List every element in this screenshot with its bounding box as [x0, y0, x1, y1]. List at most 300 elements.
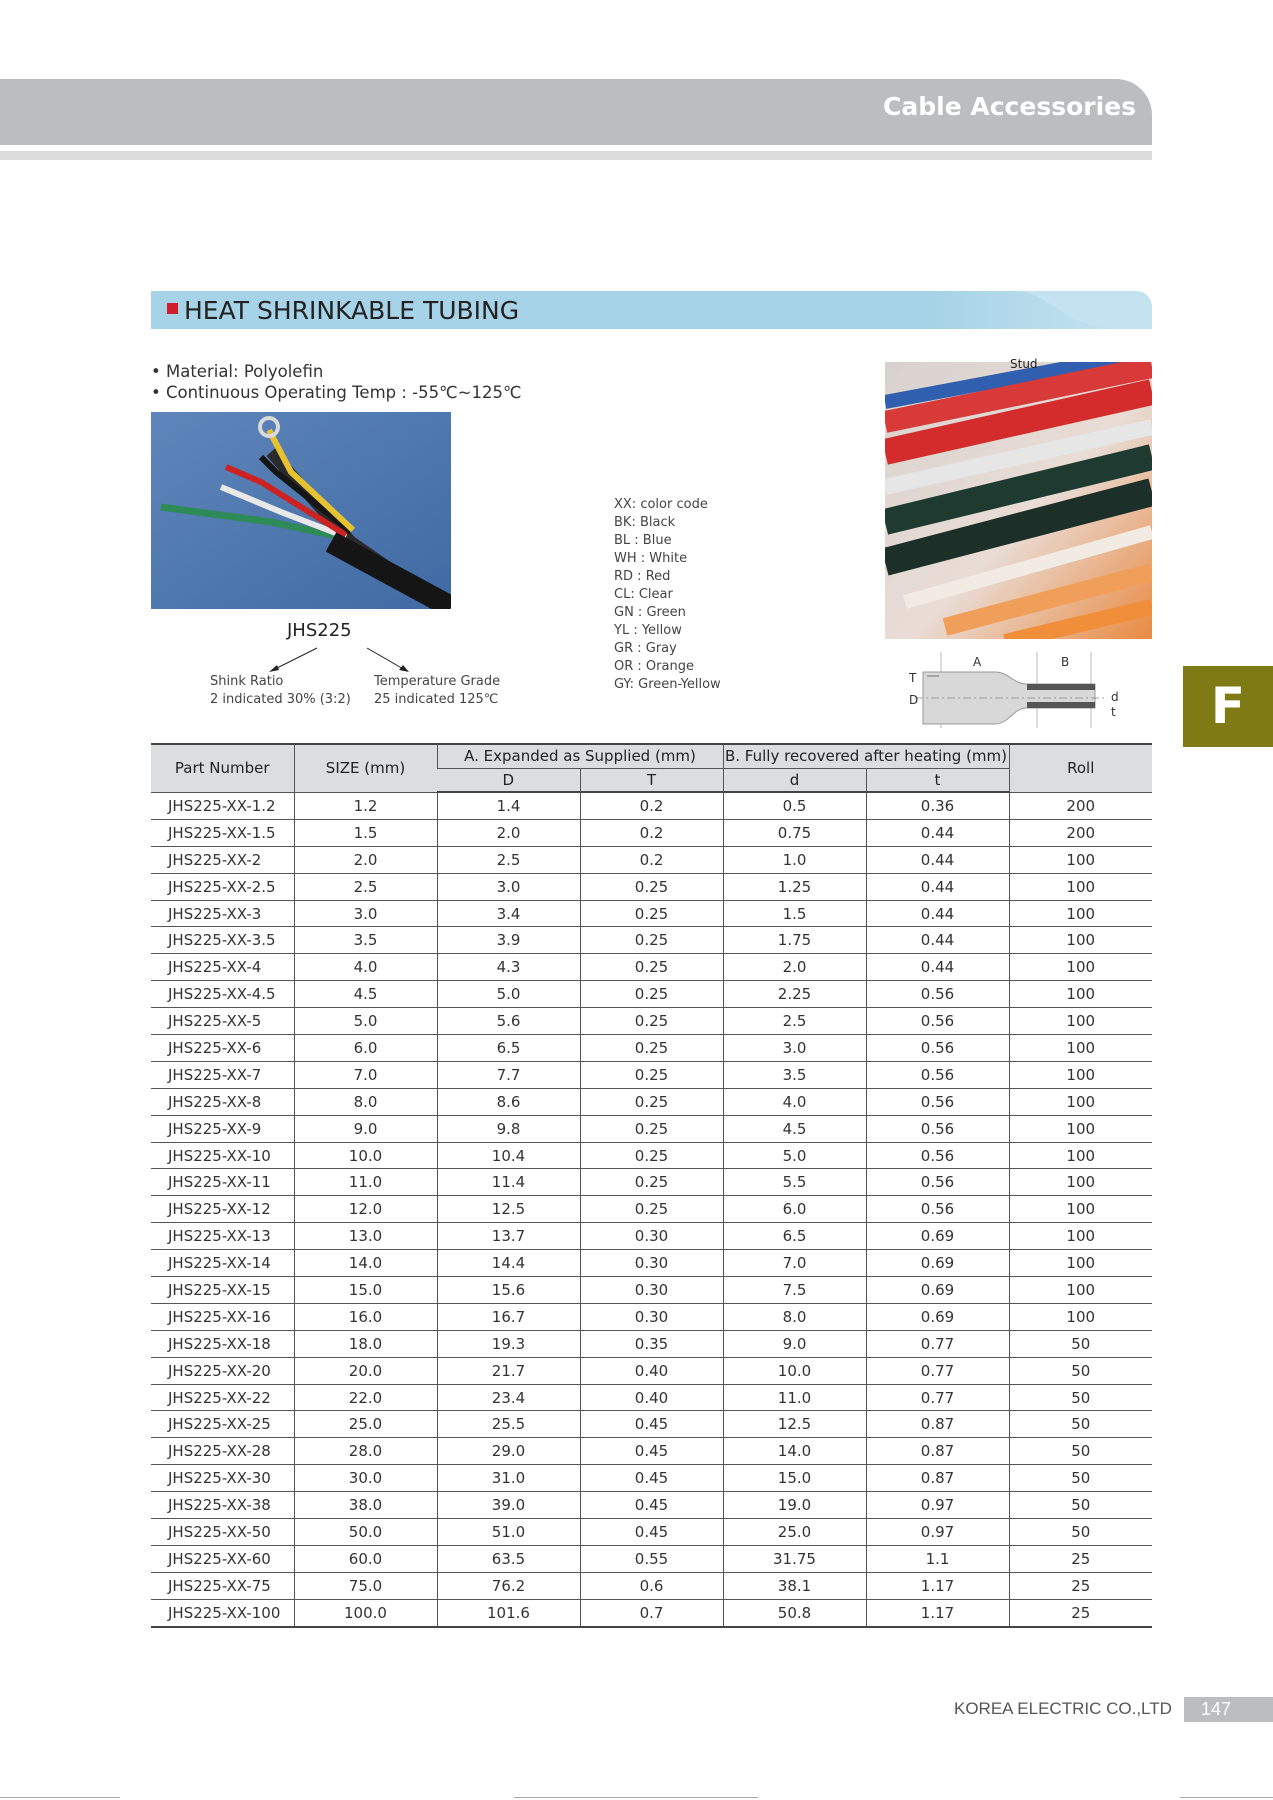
cell-recovered-t: 0.77: [866, 1357, 1009, 1384]
table-row: [151, 819, 1152, 846]
cell-part-number: JHS225-XX-15: [151, 1277, 294, 1304]
cell-expanded-t: 0.30: [580, 1277, 723, 1304]
cell-recovered-t: 0.44: [866, 819, 1009, 846]
cell-recovered-d: 3.0: [723, 1035, 866, 1062]
cell-part-number: JHS225-XX-1.5: [151, 819, 294, 846]
table-row: [151, 846, 1152, 873]
cell-roll: 25: [1009, 1599, 1152, 1626]
cell-expanded-d: 63.5: [437, 1545, 580, 1572]
cell-recovered-d: 6.0: [723, 1196, 866, 1223]
cell-recovered-d: 7.0: [723, 1250, 866, 1277]
table-row: [151, 1465, 1152, 1492]
cell-expanded-d: 19.3: [437, 1330, 580, 1357]
cell-recovered-d: 8.0: [723, 1303, 866, 1330]
cell-expanded-t: 0.25: [580, 1061, 723, 1088]
cell-expanded-d: 14.4: [437, 1250, 580, 1277]
cell-roll: 100: [1009, 927, 1152, 954]
cell-expanded-d: 25.5: [437, 1411, 580, 1438]
cell-recovered-d: 1.0: [723, 846, 866, 873]
table-row: [151, 873, 1152, 900]
cell-roll: 50: [1009, 1411, 1152, 1438]
cell-recovered-t: 1.17: [866, 1599, 1009, 1626]
cell-recovered-d: 4.5: [723, 1115, 866, 1142]
cell-roll: 50: [1009, 1438, 1152, 1465]
header-T: T: [580, 768, 723, 792]
cell-expanded-t: 0.40: [580, 1357, 723, 1384]
cell-recovered-t: 0.97: [866, 1492, 1009, 1519]
color-code-item: YL : Yellow: [614, 623, 682, 638]
cell-roll: 100: [1009, 1277, 1152, 1304]
table-row: [151, 927, 1152, 954]
cell-recovered-t: 0.69: [866, 1223, 1009, 1250]
cell-recovered-d: 3.5: [723, 1061, 866, 1088]
diagram-label-t: t: [1111, 705, 1116, 719]
cell-roll: 50: [1009, 1492, 1152, 1519]
cell-part-number: JHS225-XX-18: [151, 1330, 294, 1357]
cell-size: 20.0: [294, 1357, 437, 1384]
cell-size: 6.0: [294, 1035, 437, 1062]
cell-expanded-t: 0.45: [580, 1492, 723, 1519]
cell-roll: 100: [1009, 1303, 1152, 1330]
cell-part-number: JHS225-XX-5: [151, 1008, 294, 1035]
cell-recovered-d: 50.8: [723, 1599, 866, 1626]
cell-expanded-d: 51.0: [437, 1519, 580, 1546]
header-roll: Roll: [1009, 744, 1152, 792]
table-row: [151, 1330, 1152, 1357]
cell-size: 8.0: [294, 1088, 437, 1115]
cell-recovered-t: 0.44: [866, 846, 1009, 873]
footer-rule: [0, 1797, 120, 1798]
diagram-label-T: T: [909, 671, 917, 685]
cell-expanded-d: 15.6: [437, 1277, 580, 1304]
cell-expanded-d: 6.5: [437, 1035, 580, 1062]
cell-roll: 50: [1009, 1465, 1152, 1492]
tubing-dimension-diagram: [905, 652, 1125, 728]
cell-expanded-d: 4.3: [437, 954, 580, 981]
cell-recovered-d: 15.0: [723, 1465, 866, 1492]
cell-expanded-d: 39.0: [437, 1492, 580, 1519]
cell-recovered-t: 0.44: [866, 873, 1009, 900]
cell-roll: 100: [1009, 1061, 1152, 1088]
color-code-item: GY: Green-Yellow: [614, 677, 721, 692]
table-row: [151, 1196, 1152, 1223]
cell-expanded-t: 0.30: [580, 1250, 723, 1277]
cell-expanded-d: 2.5: [437, 846, 580, 873]
cell-recovered-t: 1.17: [866, 1572, 1009, 1599]
cell-size: 7.0: [294, 1061, 437, 1088]
cell-expanded-t: 0.45: [580, 1519, 723, 1546]
spec-material: • Material: Polyolefin: [151, 362, 324, 381]
table-row: [151, 1545, 1152, 1572]
cell-expanded-d: 9.8: [437, 1115, 580, 1142]
cell-expanded-d: 3.0: [437, 873, 580, 900]
cell-recovered-d: 6.5: [723, 1223, 866, 1250]
company-name: KOREA ELECTRIC CO.,LTD: [954, 1699, 1172, 1718]
product-photo-tubing: [885, 362, 1152, 639]
header-recovered: B. Fully recovered after heating (mm): [723, 744, 1009, 768]
table-row: [151, 1572, 1152, 1599]
cell-recovered-t: 0.56: [866, 1142, 1009, 1169]
table-row: [151, 954, 1152, 981]
cell-size: 15.0: [294, 1277, 437, 1304]
cell-recovered-t: 0.87: [866, 1411, 1009, 1438]
cell-roll: 100: [1009, 1035, 1152, 1062]
cell-roll: 50: [1009, 1384, 1152, 1411]
color-code-item: WH : White: [614, 551, 688, 566]
color-code-item: GR : Gray: [614, 641, 677, 656]
cell-recovered-t: 0.44: [866, 954, 1009, 981]
cell-expanded-d: 21.7: [437, 1357, 580, 1384]
color-code-item: BK: Black: [614, 515, 676, 530]
table-row: [151, 1115, 1152, 1142]
cell-size: 60.0: [294, 1545, 437, 1572]
cell-recovered-d: 12.5: [723, 1411, 866, 1438]
cell-expanded-d: 29.0: [437, 1438, 580, 1465]
cell-size: 10.0: [294, 1142, 437, 1169]
cell-expanded-t: 0.25: [580, 954, 723, 981]
cell-part-number: JHS225-XX-3: [151, 900, 294, 927]
cell-size: 50.0: [294, 1519, 437, 1546]
color-code-item: GN : Green: [614, 605, 686, 620]
shrink-ratio-value: 2 indicated 30% (3:2): [210, 692, 351, 707]
cell-expanded-t: 0.45: [580, 1411, 723, 1438]
cell-part-number: JHS225-XX-9: [151, 1115, 294, 1142]
cell-expanded-t: 0.45: [580, 1438, 723, 1465]
cell-expanded-d: 7.7: [437, 1061, 580, 1088]
cell-expanded-t: 0.55: [580, 1545, 723, 1572]
cell-expanded-t: 0.25: [580, 1088, 723, 1115]
table-row: [151, 1250, 1152, 1277]
cell-roll: 100: [1009, 1088, 1152, 1115]
table-row: [151, 1492, 1152, 1519]
cell-expanded-t: 0.25: [580, 900, 723, 927]
page-number: 147: [1201, 1699, 1232, 1719]
cell-size: 100.0: [294, 1599, 437, 1626]
cell-recovered-t: 1.1: [866, 1545, 1009, 1572]
cell-size: 18.0: [294, 1330, 437, 1357]
cell-recovered-d: 38.1: [723, 1572, 866, 1599]
cell-recovered-t: 0.44: [866, 900, 1009, 927]
cell-expanded-d: 8.6: [437, 1088, 580, 1115]
shrink-ratio-note: [210, 673, 351, 709]
section-bullet-icon: [167, 303, 178, 314]
color-code-item: RD : Red: [614, 569, 671, 584]
cell-expanded-t: 0.35: [580, 1330, 723, 1357]
cell-part-number: JHS225-XX-14: [151, 1250, 294, 1277]
cell-expanded-d: 76.2: [437, 1572, 580, 1599]
cell-roll: 200: [1009, 792, 1152, 819]
cell-size: 22.0: [294, 1384, 437, 1411]
cell-expanded-d: 13.7: [437, 1223, 580, 1250]
cell-expanded-t: 0.2: [580, 819, 723, 846]
cell-roll: 100: [1009, 873, 1152, 900]
cell-recovered-t: 0.56: [866, 1169, 1009, 1196]
cell-part-number: JHS225-XX-2.5: [151, 873, 294, 900]
table-row: [151, 1277, 1152, 1304]
cell-recovered-d: 1.5: [723, 900, 866, 927]
cell-recovered-d: 0.5: [723, 792, 866, 819]
cell-expanded-t: 0.25: [580, 1115, 723, 1142]
spec-table: [151, 743, 1152, 1628]
footer-rule: [1180, 1797, 1273, 1798]
cell-recovered-t: 0.77: [866, 1330, 1009, 1357]
cell-expanded-t: 0.25: [580, 1169, 723, 1196]
header-part-number: Part Number: [151, 744, 294, 792]
cell-recovered-d: 19.0: [723, 1492, 866, 1519]
section-title: HEAT SHRINKABLE TUBING: [184, 296, 520, 325]
cell-size: 14.0: [294, 1250, 437, 1277]
cell-recovered-d: 5.5: [723, 1169, 866, 1196]
cell-size: 4.0: [294, 954, 437, 981]
footer-rule: [514, 1797, 758, 1798]
color-code-item: BL : Blue: [614, 533, 672, 548]
cell-expanded-d: 1.4: [437, 792, 580, 819]
cell-expanded-d: 101.6: [437, 1599, 580, 1626]
temperature-grade-value: 25 indicated 125℃: [374, 692, 499, 707]
cell-expanded-d: 31.0: [437, 1465, 580, 1492]
cell-part-number: JHS225-XX-12: [151, 1196, 294, 1223]
cell-part-number: JHS225-XX-11: [151, 1169, 294, 1196]
cell-recovered-t: 0.56: [866, 1196, 1009, 1223]
cell-expanded-d: 5.0: [437, 981, 580, 1008]
color-code-list: [614, 496, 721, 694]
cell-expanded-d: 16.7: [437, 1303, 580, 1330]
cell-recovered-d: 10.0: [723, 1357, 866, 1384]
cell-expanded-d: 10.4: [437, 1142, 580, 1169]
table-row: [151, 1599, 1152, 1626]
cell-roll: 100: [1009, 1142, 1152, 1169]
cell-recovered-t: 0.69: [866, 1277, 1009, 1304]
temperature-grade-note: [374, 673, 500, 709]
cell-expanded-t: 0.25: [580, 981, 723, 1008]
cell-roll: 25: [1009, 1572, 1152, 1599]
table-row: [151, 1411, 1152, 1438]
table-row: [151, 1061, 1152, 1088]
cell-recovered-t: 0.56: [866, 1088, 1009, 1115]
cell-expanded-d: 3.4: [437, 900, 580, 927]
color-code-item: XX: color code: [614, 497, 708, 512]
cell-expanded-t: 0.30: [580, 1223, 723, 1250]
cell-part-number: JHS225-XX-22: [151, 1384, 294, 1411]
cell-part-number: JHS225-XX-7: [151, 1061, 294, 1088]
table-row: [151, 1303, 1152, 1330]
cell-recovered-d: 14.0: [723, 1438, 866, 1465]
table-row: [151, 1519, 1152, 1546]
cell-part-number: JHS225-XX-50: [151, 1519, 294, 1546]
cell-recovered-t: 0.56: [866, 981, 1009, 1008]
cell-size: 3.5: [294, 927, 437, 954]
cell-part-number: JHS225-XX-20: [151, 1357, 294, 1384]
section-title-bar: [151, 291, 1152, 329]
cell-recovered-t: 0.56: [866, 1115, 1009, 1142]
cell-recovered-d: 11.0: [723, 1384, 866, 1411]
cell-part-number: JHS225-XX-38: [151, 1492, 294, 1519]
cell-expanded-d: 5.6: [437, 1008, 580, 1035]
cell-expanded-t: 0.2: [580, 792, 723, 819]
cell-expanded-t: 0.45: [580, 1465, 723, 1492]
cell-recovered-d: 1.25: [723, 873, 866, 900]
table-row: [151, 1088, 1152, 1115]
cell-recovered-t: 0.87: [866, 1465, 1009, 1492]
cell-size: 1.5: [294, 819, 437, 846]
cell-part-number: JHS225-XX-25: [151, 1411, 294, 1438]
cell-roll: 200: [1009, 819, 1152, 846]
part-code: JHS225: [287, 620, 352, 641]
diagram-label-b: B: [1061, 655, 1070, 669]
cell-recovered-d: 0.75: [723, 819, 866, 846]
header-size: SIZE (mm): [294, 744, 437, 792]
cell-recovered-d: 1.75: [723, 927, 866, 954]
cell-size: 28.0: [294, 1438, 437, 1465]
table-row: [151, 1035, 1152, 1062]
cell-part-number: JHS225-XX-60: [151, 1545, 294, 1572]
cell-recovered-d: 25.0: [723, 1519, 866, 1546]
cell-roll: 100: [1009, 900, 1152, 927]
cell-recovered-t: 0.36: [866, 792, 1009, 819]
table-row: [151, 1438, 1152, 1465]
spec-table-body: [151, 792, 1152, 1627]
cell-recovered-t: 0.69: [866, 1250, 1009, 1277]
cell-expanded-t: 0.25: [580, 1196, 723, 1223]
product-photo-cables: [151, 412, 451, 609]
cell-roll: 100: [1009, 1223, 1152, 1250]
cell-expanded-t: 0.7: [580, 1599, 723, 1626]
cell-size: 30.0: [294, 1465, 437, 1492]
cell-recovered-t: 0.77: [866, 1384, 1009, 1411]
cell-roll: 100: [1009, 1250, 1152, 1277]
cell-part-number: JHS225-XX-28: [151, 1438, 294, 1465]
cell-part-number: JHS225-XX-8: [151, 1088, 294, 1115]
table-row: [151, 1223, 1152, 1250]
cell-expanded-t: 0.25: [580, 873, 723, 900]
cell-part-number: JHS225-XX-75: [151, 1572, 294, 1599]
cell-roll: 50: [1009, 1519, 1152, 1546]
cell-recovered-d: 31.75: [723, 1545, 866, 1572]
temperature-grade-label: Temperature Grade: [374, 674, 501, 689]
cell-size: 3.0: [294, 900, 437, 927]
cell-size: 12.0: [294, 1196, 437, 1223]
table-row: [151, 900, 1152, 927]
cell-size: 2.0: [294, 846, 437, 873]
cell-expanded-d: 12.5: [437, 1196, 580, 1223]
cell-size: 38.0: [294, 1492, 437, 1519]
diagram-label-d: d: [1111, 690, 1119, 704]
header-d: d: [723, 768, 866, 792]
table-row: [151, 1357, 1152, 1384]
cell-recovered-d: 2.5: [723, 1008, 866, 1035]
cell-expanded-d: 11.4: [437, 1169, 580, 1196]
table-row: [151, 1169, 1152, 1196]
cell-roll: 100: [1009, 981, 1152, 1008]
header-t: t: [866, 768, 1009, 792]
color-code-item: OR : Orange: [614, 659, 694, 674]
cell-roll: 50: [1009, 1330, 1152, 1357]
cell-part-number: JHS225-XX-4: [151, 954, 294, 981]
cell-expanded-t: 0.40: [580, 1384, 723, 1411]
table-row: [151, 981, 1152, 1008]
cell-size: 75.0: [294, 1572, 437, 1599]
cell-size: 5.0: [294, 1008, 437, 1035]
cell-part-number: JHS225-XX-1.2: [151, 792, 294, 819]
cell-part-number: JHS225-XX-16: [151, 1303, 294, 1330]
shrink-ratio-label: Shink Ratio: [210, 674, 284, 689]
table-row: [151, 792, 1152, 819]
header-expanded: A. Expanded as Supplied (mm): [437, 744, 723, 768]
cell-part-number: JHS225-XX-2: [151, 846, 294, 873]
cell-expanded-d: 3.9: [437, 927, 580, 954]
category-title: Cable Accessories: [883, 92, 1136, 121]
header-rule: [0, 151, 1152, 160]
cell-recovered-d: 7.5: [723, 1277, 866, 1304]
part-code-arrows: [265, 646, 415, 674]
cell-expanded-t: 0.25: [580, 1142, 723, 1169]
cell-recovered-d: 2.0: [723, 954, 866, 981]
diagram-label-a: A: [973, 655, 982, 669]
cell-roll: 100: [1009, 1196, 1152, 1223]
cell-roll: 100: [1009, 1115, 1152, 1142]
cell-roll: 100: [1009, 846, 1152, 873]
cell-expanded-t: 0.6: [580, 1572, 723, 1599]
cell-recovered-t: 0.56: [866, 1008, 1009, 1035]
cell-size: 13.0: [294, 1223, 437, 1250]
cell-part-number: JHS225-XX-4.5: [151, 981, 294, 1008]
table-row: [151, 1142, 1152, 1169]
cell-part-number: JHS225-XX-6: [151, 1035, 294, 1062]
cell-recovered-t: 0.44: [866, 927, 1009, 954]
cell-part-number: JHS225-XX-3.5: [151, 927, 294, 954]
cell-size: 25.0: [294, 1411, 437, 1438]
cell-expanded-t: 0.30: [580, 1303, 723, 1330]
color-code-item: CL: Clear: [614, 587, 673, 602]
cell-recovered-t: 0.87: [866, 1438, 1009, 1465]
cell-expanded-d: 23.4: [437, 1384, 580, 1411]
cell-size: 9.0: [294, 1115, 437, 1142]
cell-part-number: JHS225-XX-10: [151, 1142, 294, 1169]
table-row: [151, 1008, 1152, 1035]
header-D: D: [437, 768, 580, 792]
cell-roll: 100: [1009, 1008, 1152, 1035]
cell-roll: 100: [1009, 954, 1152, 981]
photo-label: Stud: [1010, 357, 1038, 371]
cell-size: 11.0: [294, 1169, 437, 1196]
section-tab: F: [1183, 666, 1273, 747]
cell-size: 16.0: [294, 1303, 437, 1330]
cell-part-number: JHS225-XX-30: [151, 1465, 294, 1492]
cell-recovered-t: 0.69: [866, 1303, 1009, 1330]
cell-roll: 25: [1009, 1545, 1152, 1572]
cell-size: 4.5: [294, 981, 437, 1008]
cell-recovered-d: 4.0: [723, 1088, 866, 1115]
cell-expanded-t: 0.25: [580, 1008, 723, 1035]
cell-size: 2.5: [294, 873, 437, 900]
cell-expanded-t: 0.25: [580, 927, 723, 954]
diagram-label-D: D: [909, 693, 919, 707]
cell-expanded-d: 2.0: [437, 819, 580, 846]
cell-recovered-t: 0.56: [866, 1035, 1009, 1062]
cell-size: 1.2: [294, 792, 437, 819]
spec-operating-temp: • Continuous Operating Temp : -55℃~125℃: [151, 383, 522, 402]
cell-recovered-d: 2.25: [723, 981, 866, 1008]
table-row: [151, 1384, 1152, 1411]
cell-expanded-t: 0.25: [580, 1035, 723, 1062]
cell-recovered-t: 0.97: [866, 1519, 1009, 1546]
cell-recovered-d: 5.0: [723, 1142, 866, 1169]
cell-roll: 50: [1009, 1357, 1152, 1384]
cell-roll: 100: [1009, 1169, 1152, 1196]
cell-expanded-t: 0.2: [580, 846, 723, 873]
cell-recovered-t: 0.56: [866, 1061, 1009, 1088]
cell-part-number: JHS225-XX-100: [151, 1599, 294, 1626]
